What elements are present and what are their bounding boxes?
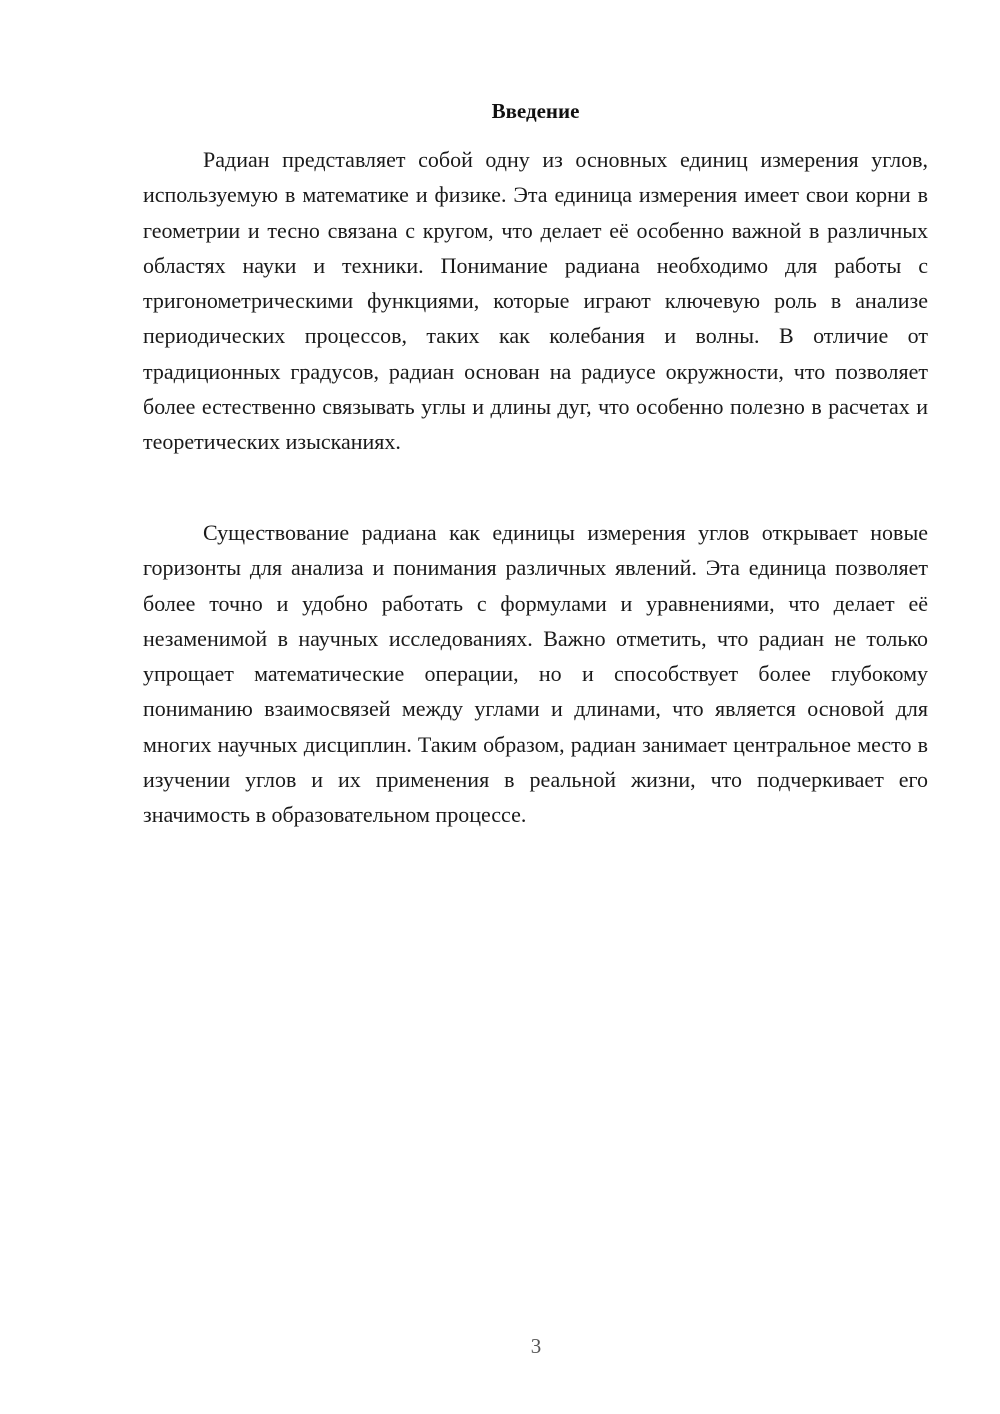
section-heading: Введение [491,99,580,123]
page-number: 3 [530,1334,542,1358]
paragraph-1: Радиан представляет собой одну из основных единиц измерения углов, используемую в математике и физике. Эта единица измерения имеет свои корни в геометрии и тесно связана с кругом, что делает её особенно важной в различных областях науки и техники. Понимание радиана необходимо для работы с тригонометрическими функциями, которые играют ключевую роль в анализе периодических процессов, таких как колебания и волны. В отличие от традиционных градусов, радиан основан на радиусе окружности, что позволяет более естественно связывать углы и длины дуг, что особенно полезно в расчетах и теоретических изысканиях. [143,147,928,455]
paragraph-2: Существование радиана как единицы измерения углов открывает новые горизонты для анализа и понимания различных явлений. Эта единица позволяет более точно и удобно работать с формулами и уравнениями, что делает её незаменимой в научных исследованиях. Важно отметить, что радиан не только упрощает математические операции, но и способствует более глубокому пониманию взаимосвязей между углами и длинами, что является основой для многих научных дисциплин. Таким образом, радиан занимает центральное место в изучении углов и их применения в реальной жизни, что подчеркивает его значимость в образовательном процессе. [143,520,928,828]
